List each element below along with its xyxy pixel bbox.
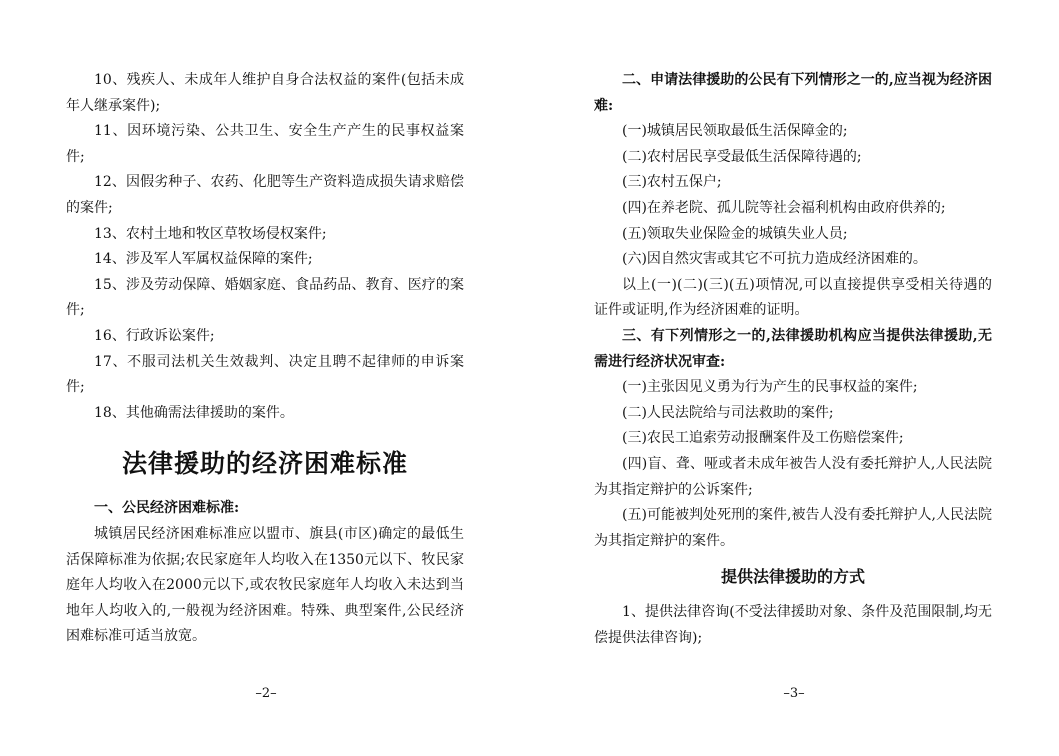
section-note: 以上(一)(二)(三)(五)项情况,可以直接提供享受相关待遇的证件或证明,作为经济困难的证明。 bbox=[594, 276, 992, 319]
list-item: (五)可能被判处死刑的案件,被告人没有委托辩护人,人民法院为其指定辩护的案件。 bbox=[594, 507, 992, 549]
list-item: 11、因环境污染、公共卫生、安全生产产生的民事权益案件; bbox=[66, 123, 464, 165]
section-heading: 二、申请法律援助的公民有下列情形之一的,应当视为经济困难: bbox=[594, 72, 992, 114]
section-body: 城镇居民经济困难标准应以盟市、旗县(市区)确定的最低生活保障标准为依据;农民家庭年人均收入在1350元以下、牧民家庭年人均收入在2000元以下,或农牧民家庭年人均收入未达到当地年人均收入的,一般视为经济困难。特殊、典型案件,公民经济困难标准可适当放宽。 bbox=[66, 525, 464, 645]
list-item: (二)人民法院给与司法救助的案件; bbox=[622, 404, 834, 421]
list-item: 16、行政诉讼案件; bbox=[94, 327, 215, 344]
list-item: 18、其他确需法律援助的案件。 bbox=[94, 404, 294, 421]
list-item: 10、残疾人、未成年人维护自身合法权益的案件(包括未成年人继承案件); bbox=[66, 72, 464, 114]
section-heading: 一、公民经济困难标准: bbox=[94, 500, 240, 517]
list-item: 15、涉及劳动保障、婚姻家庭、食品药品、教育、医疗的案件; bbox=[66, 276, 464, 319]
list-item: (三)农民工追索劳动报酬案件及工伤赔偿案件; bbox=[622, 430, 904, 447]
list-item: 1、提供法律咨询(不受法律援助对象、条件及范围限制,均无偿提供法律咨询); bbox=[594, 604, 992, 646]
page-number: –2– bbox=[255, 686, 277, 701]
list-item: (三)农村五保户; bbox=[622, 174, 722, 191]
list-item: (二)农村居民享受最低生活保障待遇的; bbox=[622, 148, 862, 165]
right-page bbox=[594, 68, 992, 651]
list-item: 14、涉及军人军属权益保障的案件; bbox=[94, 251, 313, 268]
list-item: 17、不服司法机关生效裁判、决定且聘不起律师的申诉案件; bbox=[66, 353, 464, 396]
section-heading: 三、有下列情形之一的,法律援助机构应当提供法律援助,无需进行经济状况审查: bbox=[594, 327, 992, 370]
page-title: 法律援助的经济困难标准 bbox=[121, 449, 408, 479]
list-item: (五)领取失业保险金的城镇失业人员; bbox=[622, 225, 848, 242]
list-item: (四)盲、聋、哑或者未成年被告人没有委托辩护人,人民法院为其指定辩护的公诉案件; bbox=[594, 455, 992, 498]
section-title: 提供法律援助的方式 bbox=[720, 567, 865, 587]
page-number: –3– bbox=[783, 686, 805, 701]
list-item: 13、农村土地和牧区草牧场侵权案件; bbox=[94, 225, 327, 242]
list-item: 12、因假劣种子、农药、化肥等生产资料造成损失请求赔偿的案件; bbox=[66, 174, 464, 216]
list-item: (六)因自然灾害或其它不可抗力造成经济困难的。 bbox=[622, 251, 927, 268]
list-item: (四)在养老院、孤儿院等社会福利机构由政府供养的; bbox=[622, 199, 946, 216]
list-item: (一)城镇居民领取最低生活保障金的; bbox=[622, 123, 848, 140]
list-item: (一)主张因见义勇为行为产生的民事权益的案件; bbox=[622, 379, 918, 396]
left-page bbox=[66, 68, 464, 650]
